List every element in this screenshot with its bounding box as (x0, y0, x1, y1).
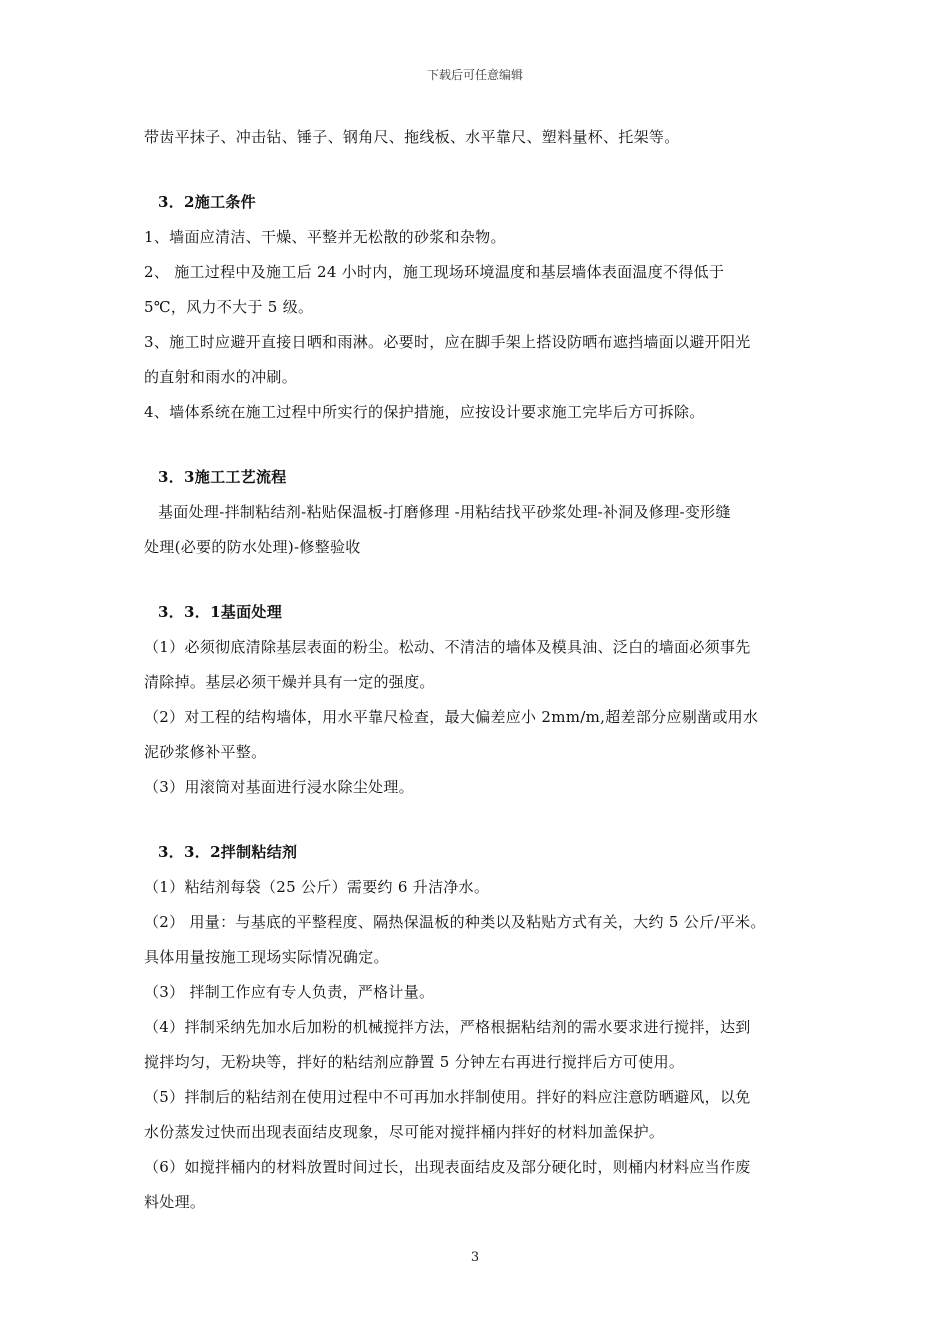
text-line: 泥砂浆修补平整。 (144, 743, 267, 761)
section-heading: 3．3．2拌制粘结剂 (158, 843, 298, 861)
text-line: 具体用量按施工现场实际情况确定。 (144, 948, 389, 966)
text-line: 水份蒸发过快而出现表面结皮现象，尽可能对搅拌桶内拌好的材料加盖保护。 (144, 1123, 665, 1141)
text-line: 1、墙面应清洁、干燥、平整并无松散的砂浆和杂物。 (144, 228, 506, 246)
text-line: 带齿平抹子、冲击钻、锤子、钢角尺、拖线板、水平靠尺、塑料量杯、托架等。 (144, 128, 680, 146)
text-line: （2） 用量：与基底的平整程度、隔热保温板的种类以及粘贴方式有关，大约 5 公斤/平米。 (144, 913, 766, 931)
text-line: （1）粘结剂每袋（25 公斤）需要约 6 升洁净水。 (144, 878, 490, 896)
text-line: （1）必须彻底清除基层表面的粉尘。松动、不清洁的墙体及模具油、泛白的墙面必须事先 (144, 638, 751, 656)
paragraph-gap (144, 155, 824, 185)
text-line: 4、墙体系统在施工过程中所实行的保护措施，应按设计要求施工完毕后方可拆除。 (144, 403, 705, 421)
text-line: （4）拌制采纳先加水后加粉的机械搅拌方法，严格根据粘结剂的需水要求进行搅拌，达到 (144, 1018, 751, 1036)
text-line: 基面处理-拌制粘结剂-粘贴保温板-打磨修理 -用粘结找平砂浆处理-补洞及修理-变形缝 (158, 503, 731, 521)
text-line: 2、 施工过程中及施工后 24 小时内，施工现场环境温度和基层墙体表面温度不得低于 (144, 263, 725, 281)
text-line: 料处理。 (144, 1193, 206, 1211)
text-line: （3）用滚筒对基面进行浸水除尘处理。 (144, 778, 414, 796)
text-line: （3） 拌制工作应有专人负责，严格计量。 (144, 983, 435, 1001)
text-line: （6）如搅拌桶内的材料放置时间过长，出现表面结皮及部分硬化时，则桶内材料应当作废 (144, 1158, 751, 1176)
page-number: 3 (470, 1250, 480, 1265)
paragraph-gap (144, 805, 824, 835)
text-line: （2）对工程的结构墙体，用水平靠尺检查，最大偏差应小 2mm/m,超差部分应剔凿或用水 (144, 708, 759, 726)
section-heading: 3．2施工条件 (158, 193, 256, 211)
section-heading: 3．3施工工艺流程 (158, 468, 287, 486)
text-line: 清除掉。基层必须干燥并具有一定的强度。 (144, 673, 435, 691)
text-line: 的直射和雨水的冲刷。 (144, 368, 298, 386)
page-header: 下载后可任意编辑 (426, 68, 523, 82)
section-heading: 3．3．1基面处理 (158, 603, 283, 621)
text-line: 处理(必要的防水处理)-修整验收 (144, 538, 361, 556)
text-line: 5℃，风力不大于 5 级。 (144, 298, 314, 316)
text-line: 搅拌均匀，无粉块等，拌好的粘结剂应静置 5 分钟左右再进行搅拌后方可使用。 (144, 1053, 685, 1071)
text-line: （5）拌制后的粘结剂在使用过程中不可再加水拌制使用。拌好的料应注意防晒避风，以免 (144, 1088, 751, 1106)
text-line: 3、施工时应避开直接日晒和雨淋。必要时，应在脚手架上搭设防晒布遮挡墙面以避开阳光 (144, 333, 751, 351)
paragraph-gap (144, 565, 824, 595)
paragraph-gap (144, 430, 824, 460)
document-body (144, 120, 824, 1220)
